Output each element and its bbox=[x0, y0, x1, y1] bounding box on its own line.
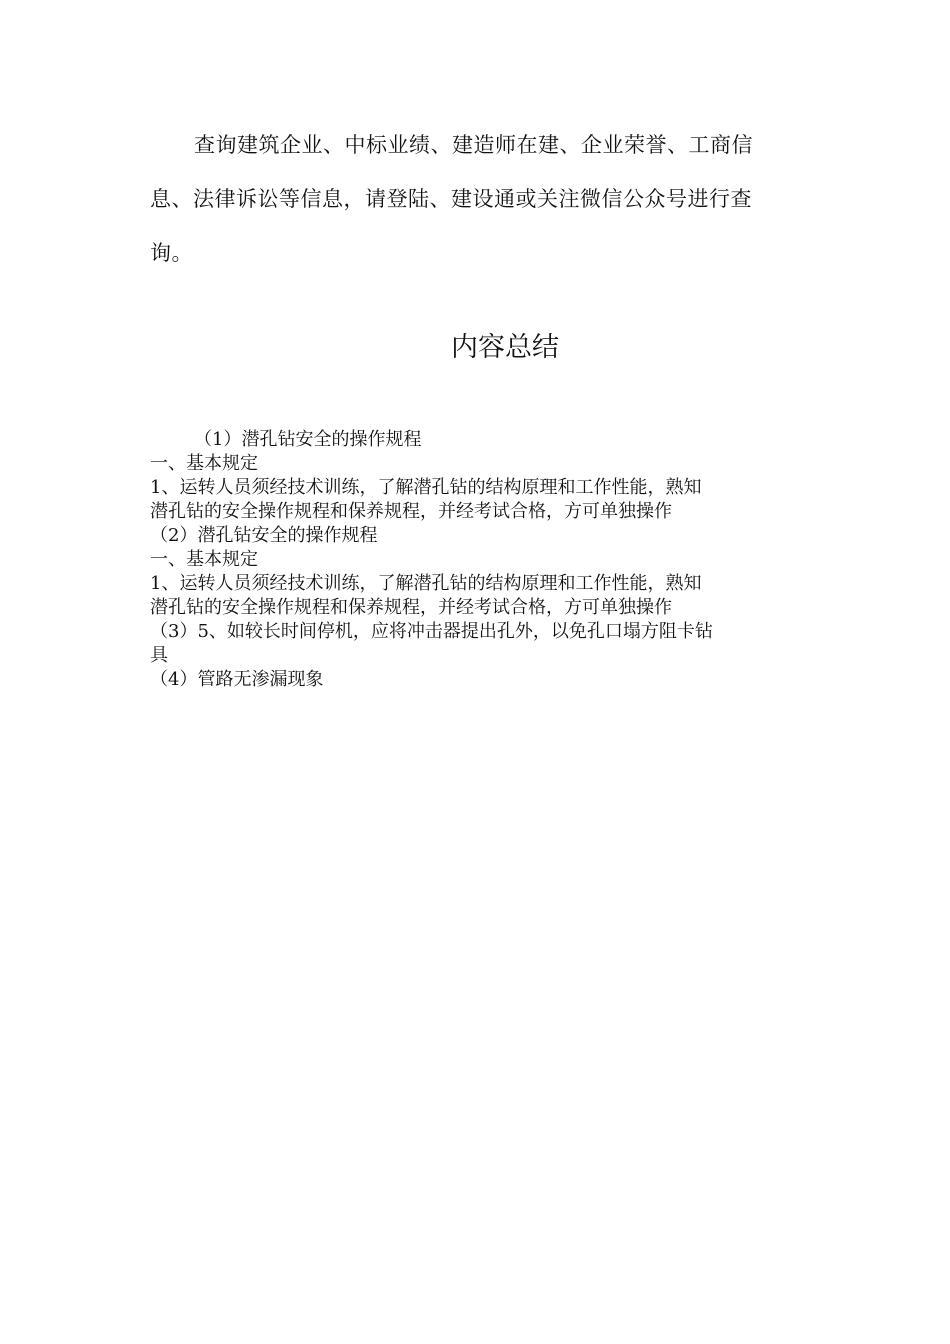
summary-line-text: （1）潜孔钻安全的操作规程 bbox=[194, 429, 422, 450]
summary-line: 1、运转人员须经技术训练，了解潜孔钻的结构原理和工作性能，熟知 bbox=[150, 573, 702, 594]
summary-line: 一、基本规定 bbox=[150, 549, 258, 570]
intro-line-1-text: 查询建筑企业、中标业绩、建造师在建、企业荣誉、工商信 bbox=[194, 133, 753, 157]
summary-line: 潜孔钻的安全操作规程和保养规程，并经考试合格，方可单独操作 bbox=[150, 597, 672, 618]
summary-line: 1、运转人员须经技术训练，了解潜孔钻的结构原理和工作性能，熟知 bbox=[150, 477, 702, 498]
summary-line: 具 bbox=[150, 645, 168, 666]
summary-line: （2）潜孔钻安全的操作规程 bbox=[150, 525, 378, 546]
summary-line: 潜孔钻的安全操作规程和保养规程，并经考试合格，方可单独操作 bbox=[150, 501, 672, 522]
summary-title: 内容总结 bbox=[451, 332, 559, 363]
intro-paragraph bbox=[150, 118, 790, 280]
summary-line: （3）5、如较长时间停机，应将冲击器提出孔外，以免孔口塌方阻卡钻 bbox=[150, 621, 713, 642]
summary-line: 一、基本规定 bbox=[150, 453, 258, 474]
summary-line: （4）管路无渗漏现象 bbox=[150, 669, 324, 690]
intro-line bbox=[150, 118, 790, 172]
intro-line: 询。 bbox=[150, 241, 193, 265]
intro-line: 息、法律诉讼等信息，请登陆、建设通或关注微信公众号进行查 bbox=[150, 187, 752, 211]
summary-body bbox=[150, 428, 810, 692]
summary-line bbox=[150, 428, 810, 452]
